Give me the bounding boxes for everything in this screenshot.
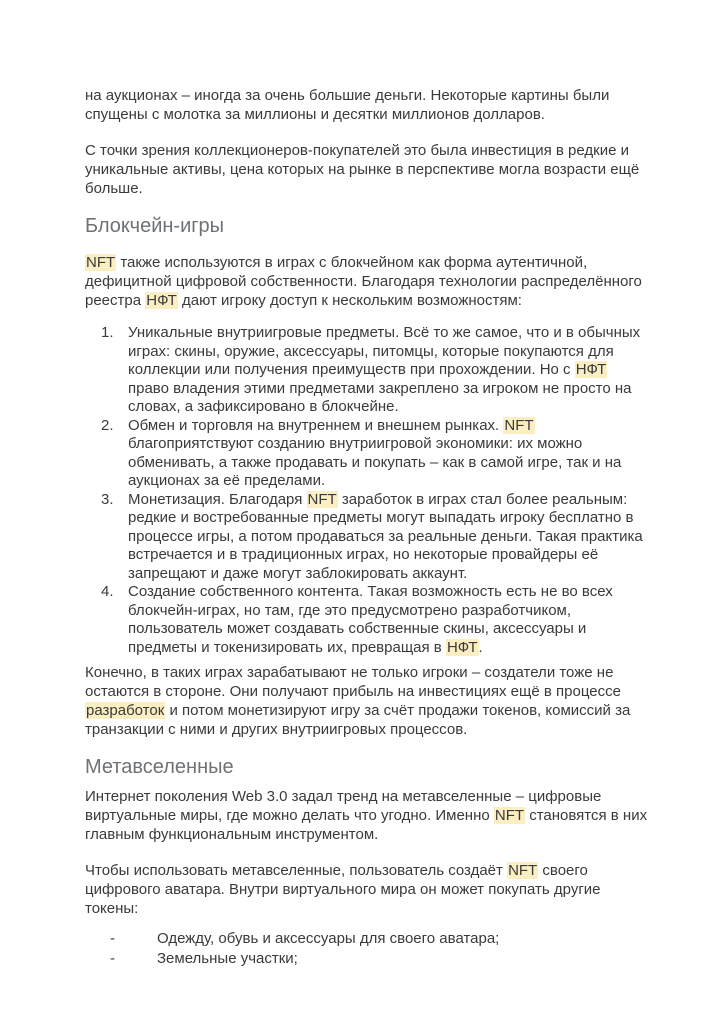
highlighted-term: НФТ [446,638,478,656]
highlighted-term: NFT [508,862,538,879]
text-run: . [478,638,483,656]
paragraph-nft-in-games-intro [85,253,650,310]
highlighted-term: NFT [86,254,116,271]
text-run: и потом монетизируют игру за счёт продажи токенов, комиссий за транзакции с ними и других внутриигровых процессов. [85,702,631,738]
dash-bullet: - [110,930,115,947]
paragraph-developers-profit [85,663,650,739]
text-run: Земельные участки; [157,950,298,967]
highlighted-term: NFT [504,416,534,434]
list-number: 2. [101,416,114,434]
paragraph-auction-continued [85,86,650,124]
dash-bullet: - [110,950,115,967]
list-number: 3. [101,490,114,508]
text-run: Конечно, в таких играх зарабатывают не только игроки – создатели тоже не остаются в стороне. Они получают прибыль на инвестициях ещё в процессе [85,664,621,700]
list-item-user-content [85,583,650,657]
highlighted-term: разработок [86,702,165,719]
list-number: 1. [101,324,114,341]
paragraph-collectors-investment [85,141,650,198]
heading-blockchain-games: Блокчейн-игры [85,215,225,237]
paragraph-web3-trend [85,787,650,844]
list-item-unique-items [85,324,650,417]
paragraph-avatar-nft [85,861,650,918]
text-run: дают игроку доступ к нескольким возможностям: [177,292,522,309]
list-item-land-plots [85,949,650,969]
list-number: 4. [101,583,114,600]
text-run: своего цифрового аватара. Внутри виртуального мира он может покупать другие токены: [85,862,601,917]
text-run: на аукционах – иногда за очень большие деньги. Некоторые картины были спущены с молотка за миллионы и десятки миллионов долларов. [85,87,610,123]
text-run: Интернет поколения Web 3.0 задал тренд на метавселенные – цифровые виртуальные миры, где можно делать что угодно. Именно [85,788,602,824]
text-run: благоприятствуют созданию внутриигровой экономики: их можно обменивать, а также продавать и покупать – как в самой игре, так и на аукционах за её пределами. [128,435,622,489]
text-run: Обмен и торговля на внутреннем и внешнем рынках. [128,416,504,434]
heading-metaverses: Метавселенные [85,756,234,778]
list-item-avatar-clothes [85,929,650,949]
text-run: С точки зрения коллекционеров-покупателей это была инвестиция в редкие и уникальные активы, цена которых на рынке в перспективе могла возрасти ещё больше. [85,142,640,197]
text-run: Уникальные внутриигровые предметы. Всё то же самое, что и в обычных играх: скины, оружие, аксессуары, питомцы, которые покупаются для коллекции или получения преимуществ при прохождении. Но с [128,324,641,378]
highlighted-term: НФТ [146,292,177,309]
text-run: Создание собственного контента. Такая возможность есть не во всех блокчейн-играх, но там, где это предусмотрено разработчиком, пользователь может создавать собственные скины, аксессуары и предметы и токенизировать их, превращая в [128,583,613,656]
text-run: Чтобы использовать метавселенные, пользователь создаёт [85,862,508,879]
text-run: становятся в них главным функциональным инструментом. [85,807,648,843]
list-item-trading [85,417,650,491]
dash-list-metaverse-tokens [85,929,650,969]
list-item-monetization [85,491,650,584]
highlighted-term: NFT [494,807,525,824]
text-run: право владения этими предметами закреплено за игроком не просто на словах, а зафиксировано в блокчейне. [128,379,632,415]
text-run: Монетизация. Благодаря [128,490,307,508]
text-run: также используются в играх с блокчейном как форма аутентичной, дефицитной цифровой собственности. Благодаря технологии распределённого реестра [85,254,642,309]
text-run: заработок в играх стал более реальным: редкие и востребованные предметы могут выпадать игроку бесплатно в процессе игры, а потом продаваться за реальные деньги. Такая практика встречается и в традиционных играх, но некоторые провайдеры её запрещают и даже могут заблокировать аккаунт. [128,490,643,582]
numbered-list-nft-game-features [85,324,650,657]
text-run: Одежду, обувь и аксессуары для своего аватара; [157,930,500,947]
highlighted-term: НФТ [575,361,607,378]
highlighted-term: NFT [307,490,337,508]
